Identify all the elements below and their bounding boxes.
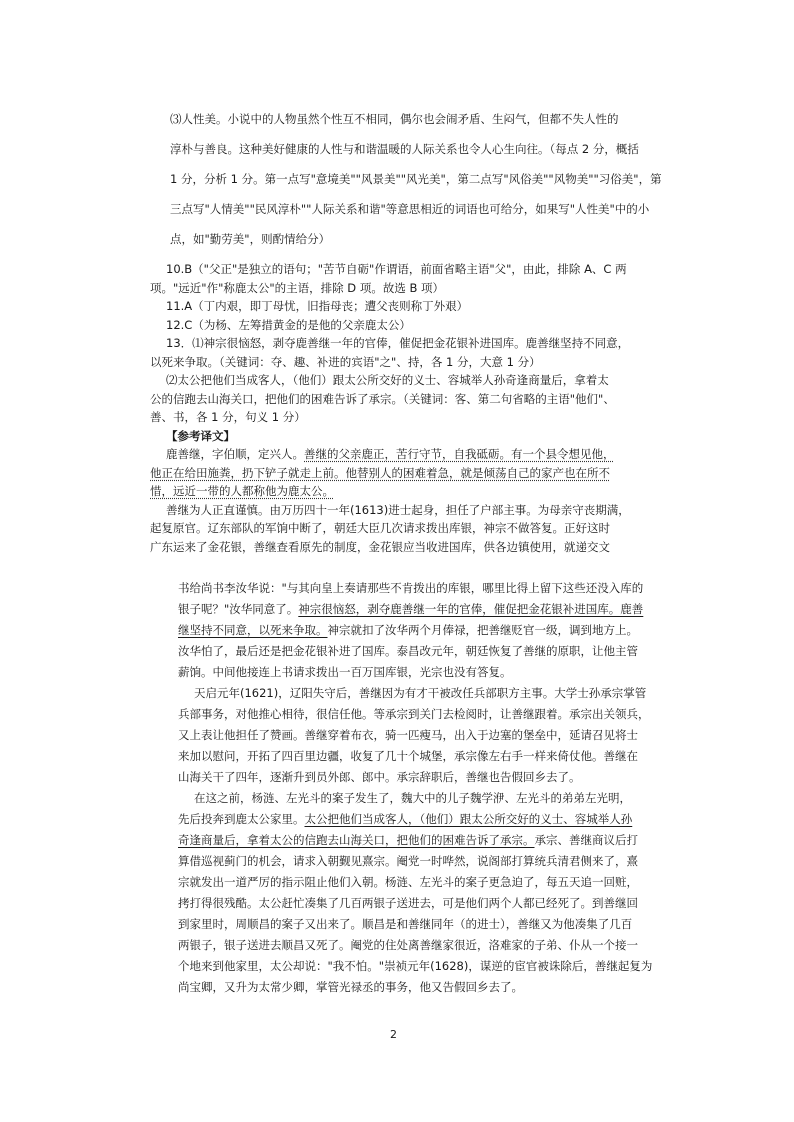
page-number: 2 bbox=[390, 1028, 397, 1041]
translation-line: 天启元年(1621)，辽阳失守后，善继因为有才干被改任兵部职方主事。大学士孙承宗掌管 bbox=[194, 686, 647, 700]
translation-line: 两银子，银子送进去顺昌又死了。阉党的住处离善继家很近，洛难家的子弟、仆从一个接一 bbox=[178, 938, 638, 952]
translation-line: 起复原官。辽东部队的军饷中断了，朝廷大臣几次请求拨出库银，神宗不做答复。正好这时 bbox=[150, 521, 610, 535]
translation-line: 拷打得很残酷。太公赶忙凑集了几百两银子送进去，可是他们两个人都已经死了。到善继回 bbox=[178, 896, 638, 910]
answer-12: 12.C（为杨、左筹措黄金的是他的父亲鹿太公） bbox=[166, 317, 411, 332]
answer-13-1-line: 13．⑴神宗很恼怒，剥夺鹿善继一年的官俸，催促把金花银补进国库。鹿善继坚持不同意， bbox=[166, 336, 630, 350]
translation-line: 薪饷。中间他接连上书请求拨出一百万国库银，光宗也没有答复。 bbox=[178, 665, 512, 679]
translation-line bbox=[178, 830, 638, 851]
translation-line: 在这之前，杨涟、左光斗的案子发生了，魏大中的儿子魏学洢、左光斗的弟弟左光明， bbox=[194, 791, 631, 805]
translation-text: 银子呢？"汝华同意了。 bbox=[178, 602, 299, 616]
underlined-sentence: 神宗很恼怒，剥夺鹿善继一年的官俸，催促把金花银补进国库。鹿善 bbox=[298, 602, 644, 616]
translation-line: 善继为人正直谨慎。由万历四十一年(1613)进士起身，担任了户部主事。为母亲守丧期满， bbox=[166, 502, 630, 517]
translation-line: 广东运来了金花银，善继查看原先的制度，金花银应当收进国库，供各边镇使用，就递交文 bbox=[150, 539, 610, 554]
reference-translation-heading: 【参考译文】 bbox=[166, 428, 235, 443]
translation-line: 兵部事务，对他推心相待，很信任他。等承宗到关门去检阅时，让善继跟着。承宗出关领兵， bbox=[178, 707, 650, 721]
translation-text: 鹿善继，字伯顺，定兴人。 bbox=[166, 447, 304, 461]
translation-text: 先后投奔到鹿太公家里。 bbox=[178, 812, 305, 826]
analysis-line: 点，如"勤劳美"，则酌情给分） bbox=[170, 232, 331, 246]
analysis-line: ⑶人性美。小说中的人物虽然个性互不相同，偶尔也会闹矛盾、生闷气，但都不失人性的 bbox=[170, 112, 619, 126]
translation-line: 个地来到他家里，太公却说："我不怕。"崇祯元年(1628)，谋逆的宦官被诛除后，善继起复为 bbox=[178, 959, 653, 973]
answer-13-1-line: 以死来争取。（关键词：夺、趣、补进的宾语"之"、持，各 1 分，大意 1 分） bbox=[150, 354, 541, 369]
underlined-sentence: 继坚持不同意，以死来争取。 bbox=[178, 623, 328, 637]
analysis-line: 1 分，分析 1 分。第一点写"意境美""风景美""风光美"，第二点写"风俗美""风物美""习俗美"，第 bbox=[170, 172, 662, 186]
analysis-line: 淳朴与善良。这种美好健康的人性与和谐温暖的人际关系也令人心生向往。（每点 2 分，概括 bbox=[170, 142, 639, 156]
translation-line: 算借巡视蓟门的机会，请求入朝觐见熹宗。阉党一时哗然，说阁部打算统兵清君侧来了，熹 bbox=[178, 854, 638, 868]
dotted-emphasis-line: 他正在给田施粪，扔下铲子就走上前。他替别人的困难着急，就是倾荡自己的家产也在所不 bbox=[150, 465, 610, 480]
underlined-sentence: 奇逢商量后，拿着太公的信跑去山海关口，把他们的困难告诉了承宗。 bbox=[178, 833, 535, 847]
dotted-emphasis-line: 惜，远近一带的人都称他为鹿太公。 bbox=[150, 484, 334, 498]
translation-line: 书给尚书李汝华说："与其向皇上奏请那些不肯拨出的库银，哪里比得上留下这些还没入库的 bbox=[178, 581, 644, 595]
translation-continued bbox=[178, 578, 653, 998]
translation-line bbox=[178, 620, 638, 641]
answer-11: 11.A（丁内艰，即丁母忧，旧指母丧；遭父丧则称丁外艰） bbox=[166, 299, 469, 313]
translation-line: 尚宝卿，又升为太常少卿，掌管光禄丞的事务，他又告假回乡去了。 bbox=[178, 980, 523, 994]
translation-text: 承宗、善继商议后打 bbox=[534, 833, 638, 847]
analysis-line: 三点写"人情美""民风淳朴""人际关系和谐"等意思相近的词语也可给分，如果写"人性美"中的小 bbox=[170, 202, 650, 216]
translation-line: 山海关干了四年，逐渐升到员外郎、郎中。承宗辞职后，善继也告假回乡去了。 bbox=[178, 770, 581, 784]
answer-10-line: 10.B（"父正"是独立的语句；"苦节自砺"作谓语，前面省略主语"父"，由此，排除 A、C 两 bbox=[166, 262, 627, 276]
answer-13-2-line: 善、书，各 1 分，句义 1 分） bbox=[150, 410, 306, 424]
underlined-sentence: 太公把他们当成客人，（他们）跟太公所交好的义士、容城举人孙 bbox=[304, 812, 633, 826]
translation-line: 汝华怕了，最后还是把金花银补进了国库。泰昌改元年，朝廷恢复了善继的原职，让他主管 bbox=[178, 644, 638, 658]
answer-13-2-line: 公的信跑去山海关口，把他们的困难告诉了承宗。（关键词：客、第二句省略的主语"他们"、 bbox=[150, 391, 615, 406]
translation-line: 宗就发出一道严厉的指示阻止他们入朝。杨涟、左光斗的案子更急迫了，每五天追一回赃， bbox=[178, 875, 638, 889]
translation-line bbox=[178, 599, 644, 620]
answer-section bbox=[150, 260, 630, 556]
answer-13-2-line: ⑵太公把他们当成客人，（他们）跟太公所交好的义士、容城举人孙奇逢商量后，拿着太 bbox=[166, 373, 609, 387]
dotted-emphasis: 善继的父亲鹿正，苦行守节，自我砥砺。有一个县令想见他， bbox=[304, 447, 615, 461]
analysis-section bbox=[170, 104, 662, 254]
translation-line: 来加以慰问，开拓了四百里边疆，收复了几十个城堡，承宗像左右手一样来倚仗他。善继在 bbox=[178, 749, 638, 763]
answer-10-line: 项。"远近"作"称鹿太公"的主语，排除 D 项。故选 B 项） bbox=[150, 280, 445, 295]
translation-text: 神宗就扣了汝华两个月俸禄，把善继贬官一级，调到地方上。 bbox=[327, 623, 638, 637]
translation-line: 又上表让他担任了赞画。善继穿着布衣，骑一匹瘦马，出入于边塞的堡垒中，延请召见将士 bbox=[178, 728, 638, 742]
translation-line bbox=[150, 445, 620, 464]
translation-line: 到家里时，周顺昌的案子又出来了。顺昌是和善继同年（的进士），善继又为他凑集了几百 bbox=[178, 917, 633, 931]
translation-line bbox=[178, 809, 638, 830]
